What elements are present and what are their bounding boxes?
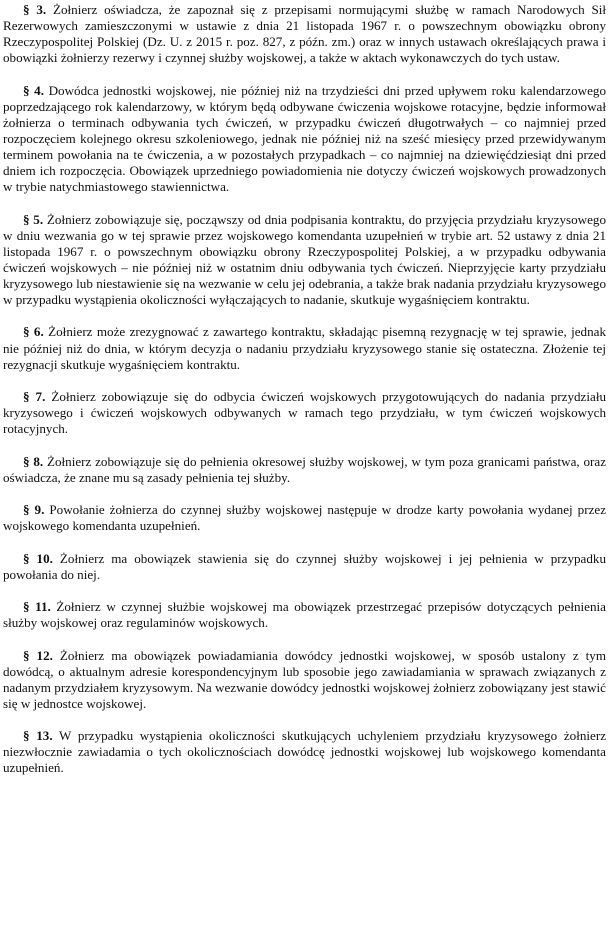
- section-number: § 10.: [23, 550, 53, 566]
- section-number: § 3.: [23, 2, 47, 17]
- section-text: Żołnierz ma obowiązek powiadamiania dowódcy jednostki wojskowej, w sposób ustalony z tym dowódcą, o aktualnym adresie korespondencyjnym lub sposobie jego zawiadamiania w sprawach związanych z nadanym przydziałem kryzysowym. Na wezwanie dowódcy jednostki wojskowej żołnierz zobowiązany jest stawić się w jednostce wojskowej.: [3, 647, 607, 711]
- section-text: Żołnierz zobowiązuje się do odbycia ćwiczeń wojskowych przygotowujących do nadania przydziału kryzysowego i ćwiczeń wojskowych odbywanych w ramach tego przydziału, w tym ćwiczeń wojskowych rotacyjnych.: [3, 389, 606, 437]
- section-11: [3, 599, 606, 631]
- section-9: [3, 502, 606, 534]
- section-text: Żołnierz oświadcza, że zapoznał się z przepisami normującymi służbę w ramach Narodowych Sił Rezerwowych zamieszczonymi w ustawie z dnia 21 listopada 1967 r. o powszechnym obowiązku obrony Rzeczypospolitej Polskiej (Dz. U. z 2015 r. poz. 827, z późn. zm.) oraz w innych ustawach określających prawa i obowiązki żołnierzy rezerwy i czynnej służby wojskowej, a także w aktach wykonawczych do tych ustaw.: [3, 2, 607, 66]
- section-number: § 9.: [23, 502, 45, 518]
- section-text: Żołnierz ma obowiązek stawienia się do czynnej służby wojskowej i jej pełnienia w przypadku powołania do niej.: [3, 550, 606, 582]
- section-10: [3, 551, 606, 583]
- section-text: W przypadku wystąpienia okoliczności skutkujących uchyleniem przydziału kryzysowego żołnierz niezwłocznie zawiadamia o tych okolicznościach dowódcę jednostki wojskowej lub wojskowego komendanta uzupełnień.: [3, 728, 606, 776]
- section-number: § 4.: [23, 82, 44, 98]
- section-text: Dowódca jednostki wojskowej, nie później niż na trzydzieści dni przed upływem roku kalendarzowego poprzedzającego rok kalendarzowy, w którym będą odbywane ćwiczenia wojskowe rotacyjne, będzie informował żołnierza o terminach odbywania tych ćwiczeń, w przypadku ćwiczeń długotrwałych – co najmniej przed rozpoczęciem kolejnego okresu szkoleniowego, jednak nie później niż na sześć miesięcy przed przewidywanym terminem powołania na te ćwiczenia, a w pozostałych przypadkach – co najmniej na dziewięćdziesiąt dni przed dniem ich rozpoczęcia. Obowiązek uprzedniego powiadomienia nie dotyczy ćwiczeń wojskowych prowadzonych w trybie natychmiastowego stawiennictwa.: [3, 82, 606, 195]
- section-6: [3, 324, 606, 372]
- section-number: § 5.: [23, 211, 44, 227]
- section-13: [3, 728, 606, 776]
- section-text: Żołnierz może zrezygnować z zawartego kontraktu, składając pisemną rezygnację w tej sprawie, jednak nie później niż do dnia, w którym decyzja o nadaniu przydziału kryzysowego stanie się ostateczna. Złożenie tej rezygnacji skutkuje wygaśnięciem kontraktu.: [3, 324, 607, 372]
- section-text: Żołnierz zobowiązuje się do pełnienia okresowej służby wojskowej, w tym poza granicami państwa, oraz oświadcza, że znane mu są zasady pełnienia tej służby.: [3, 453, 607, 485]
- section-4: [3, 83, 606, 196]
- section-number: § 12.: [23, 647, 53, 663]
- section-3: [3, 2, 606, 66]
- section-number: § 7.: [23, 389, 46, 405]
- section-number: § 11.: [23, 599, 51, 615]
- section-7: [3, 389, 606, 437]
- section-8: [3, 454, 606, 486]
- section-5: [3, 212, 606, 309]
- section-number: § 13.: [23, 728, 53, 744]
- section-text: Żołnierz w czynnej służbie wojskowej ma obowiązek przestrzegać przepisów dotyczących pełnienia służby wojskowej oraz regulaminów wojskowych.: [3, 599, 606, 631]
- section-text: Żołnierz zobowiązuje się, począwszy od dnia podpisania kontraktu, do przyjęcia przydziału kryzysowego w dniu wezwania go w tej sprawie przez wojskowego komendanta uzupełnień w trybie art. 52 ustawy z dnia 21 listopada 1967 r. o powszechnym obowiązku obrony Rzeczypospolitej Polskiej, a w przypadku odbywania ćwiczeń wojskowych – nie później niż w ostatnim dniu odbywania tych ćwiczeń. Nieprzyjęcie karty przydziału kryzysowego lub niestawienie się na wezwanie w celu jej odebrania, a także brak nadania przydziału kryzysowego w przypadku wystąpienia okoliczności wyłączających to nadanie, skutkuje wygaśnięciem kontraktu.: [3, 211, 607, 308]
- section-number: § 8.: [23, 453, 44, 469]
- section-12: [3, 648, 606, 712]
- section-text: Powołanie żołnierza do czynnej służby wojskowej następuje w drodze karty powołania wydanej przez wojskowego komendanta uzupełnień.: [3, 502, 607, 534]
- section-number: § 6.: [23, 324, 44, 340]
